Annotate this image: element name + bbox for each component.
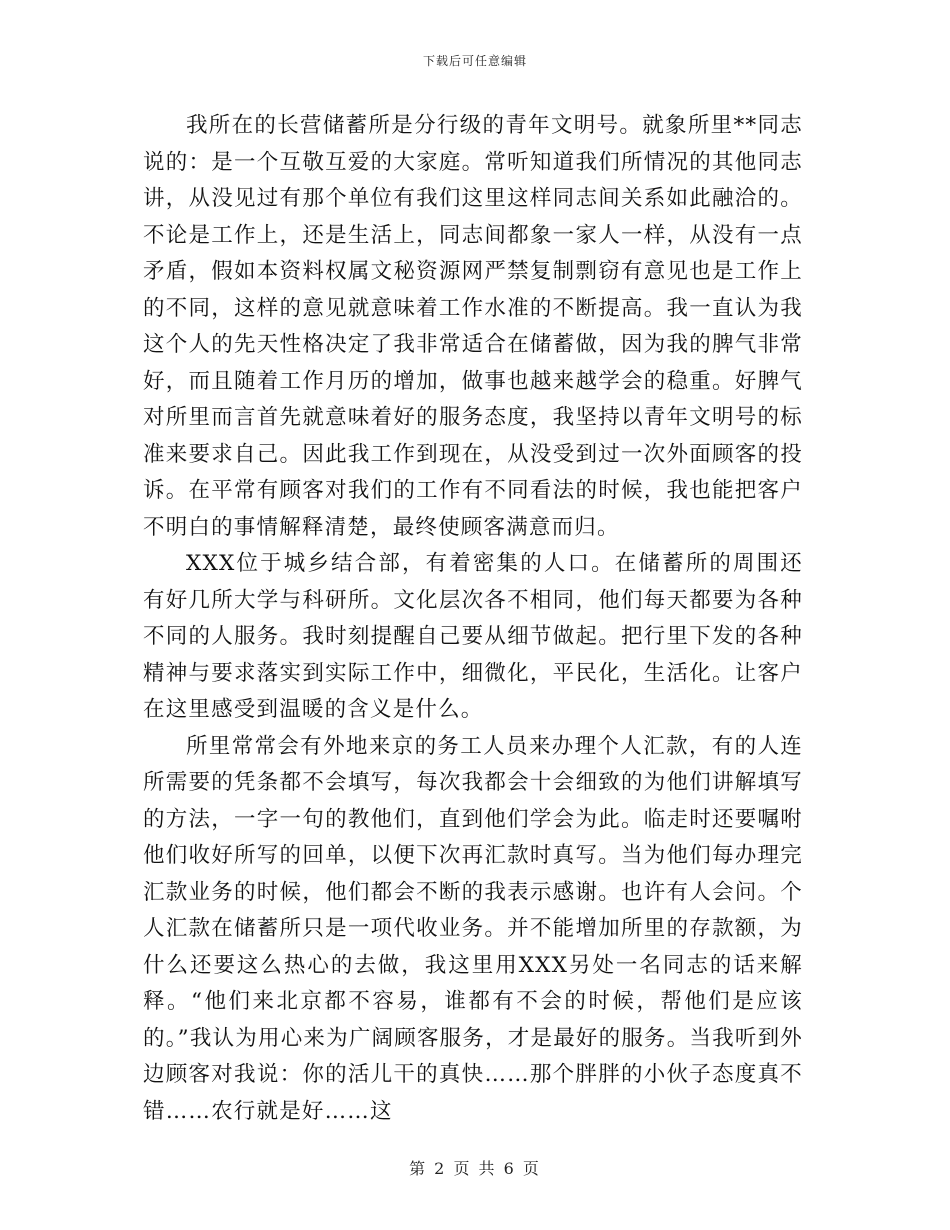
body-paragraph-1: 我所在的长营储蓄所是分行级的青年文明号。就象所里**同志说的：是一个互敬互爱的大家庭。常听知道我们所情况的其他同志讲，从没见过有那个单位有我们这里这样同志间关系如此融洽的。不论是工作上，还是生活上，同志间都象一家人一样，从没有一点矛盾，假如本资料权属文秘资源网严禁复制剽窃有意见也是工作上的不同，这样的意见就意味着工作水准的不断提高。我一直认为我这个人的先天性格决定了我非常适合在储蓄做，因为我的脾气非常好，而且随着工作月历的增加，做事也越来越学会的稳重。好脾气对所里而言首先就意味着好的服务态度，我坚持以青年文明号的标准来要求自己。因此我工作到现在，从没受到过一次外面顾客的投诉。在平常有顾客对我们的工作有不同看法的时候，我也能把客户不明白的事情解释清楚，最终使顾客满意而归。 xyxy=(143,113,803,540)
document-body xyxy=(143,108,803,1130)
body-paragraph-3: 所里常常会有外地来京的务工人员来办理个人汇款，有的人连所需要的凭条都不会填写，每次我都会十会细致的为他们讲解填写的方法，一字一句的教他们，直到他们学会为此。临走时还要嘱咐他们收好所写的回单，以便下次再汇款时真写。当为他们每办理完汇款业务的时候，他们都会不断的我表示感谢。也许有人会问。个人汇款在储蓄所只是一项代收业务。并不能增加所里的存款额，为什么还要这么热心的去做，我这里用XXX另处一名同志的话来解释。“他们来北京都不容易，谁都有不会的时候，帮他们是应该的。”我认为用心来为广阔顾客服务，才是最好的服务。当我听到外边顾客对我说：你的活儿干的真快……那个胖胖的小伙子态度真不错……农行就是好……这 xyxy=(143,733,803,1124)
body-paragraph-2: XXX位于城乡结合部，有着密集的人口。在储蓄所的周围还有好几所大学与科研所。文化层次各不相同，他们每天都要为各种不同的人服务。我时刻提醒自己要从细节做起。把行里下发的各种精神与要求落实到实际工作中，细微化，平民化，生活化。让客户在这里感受到温暖的含义是什么。 xyxy=(143,551,803,722)
page-number-footer: 第 2 页 共 6 页 xyxy=(409,1159,541,1178)
page-header: 下载后可任意编辑 xyxy=(422,54,527,68)
